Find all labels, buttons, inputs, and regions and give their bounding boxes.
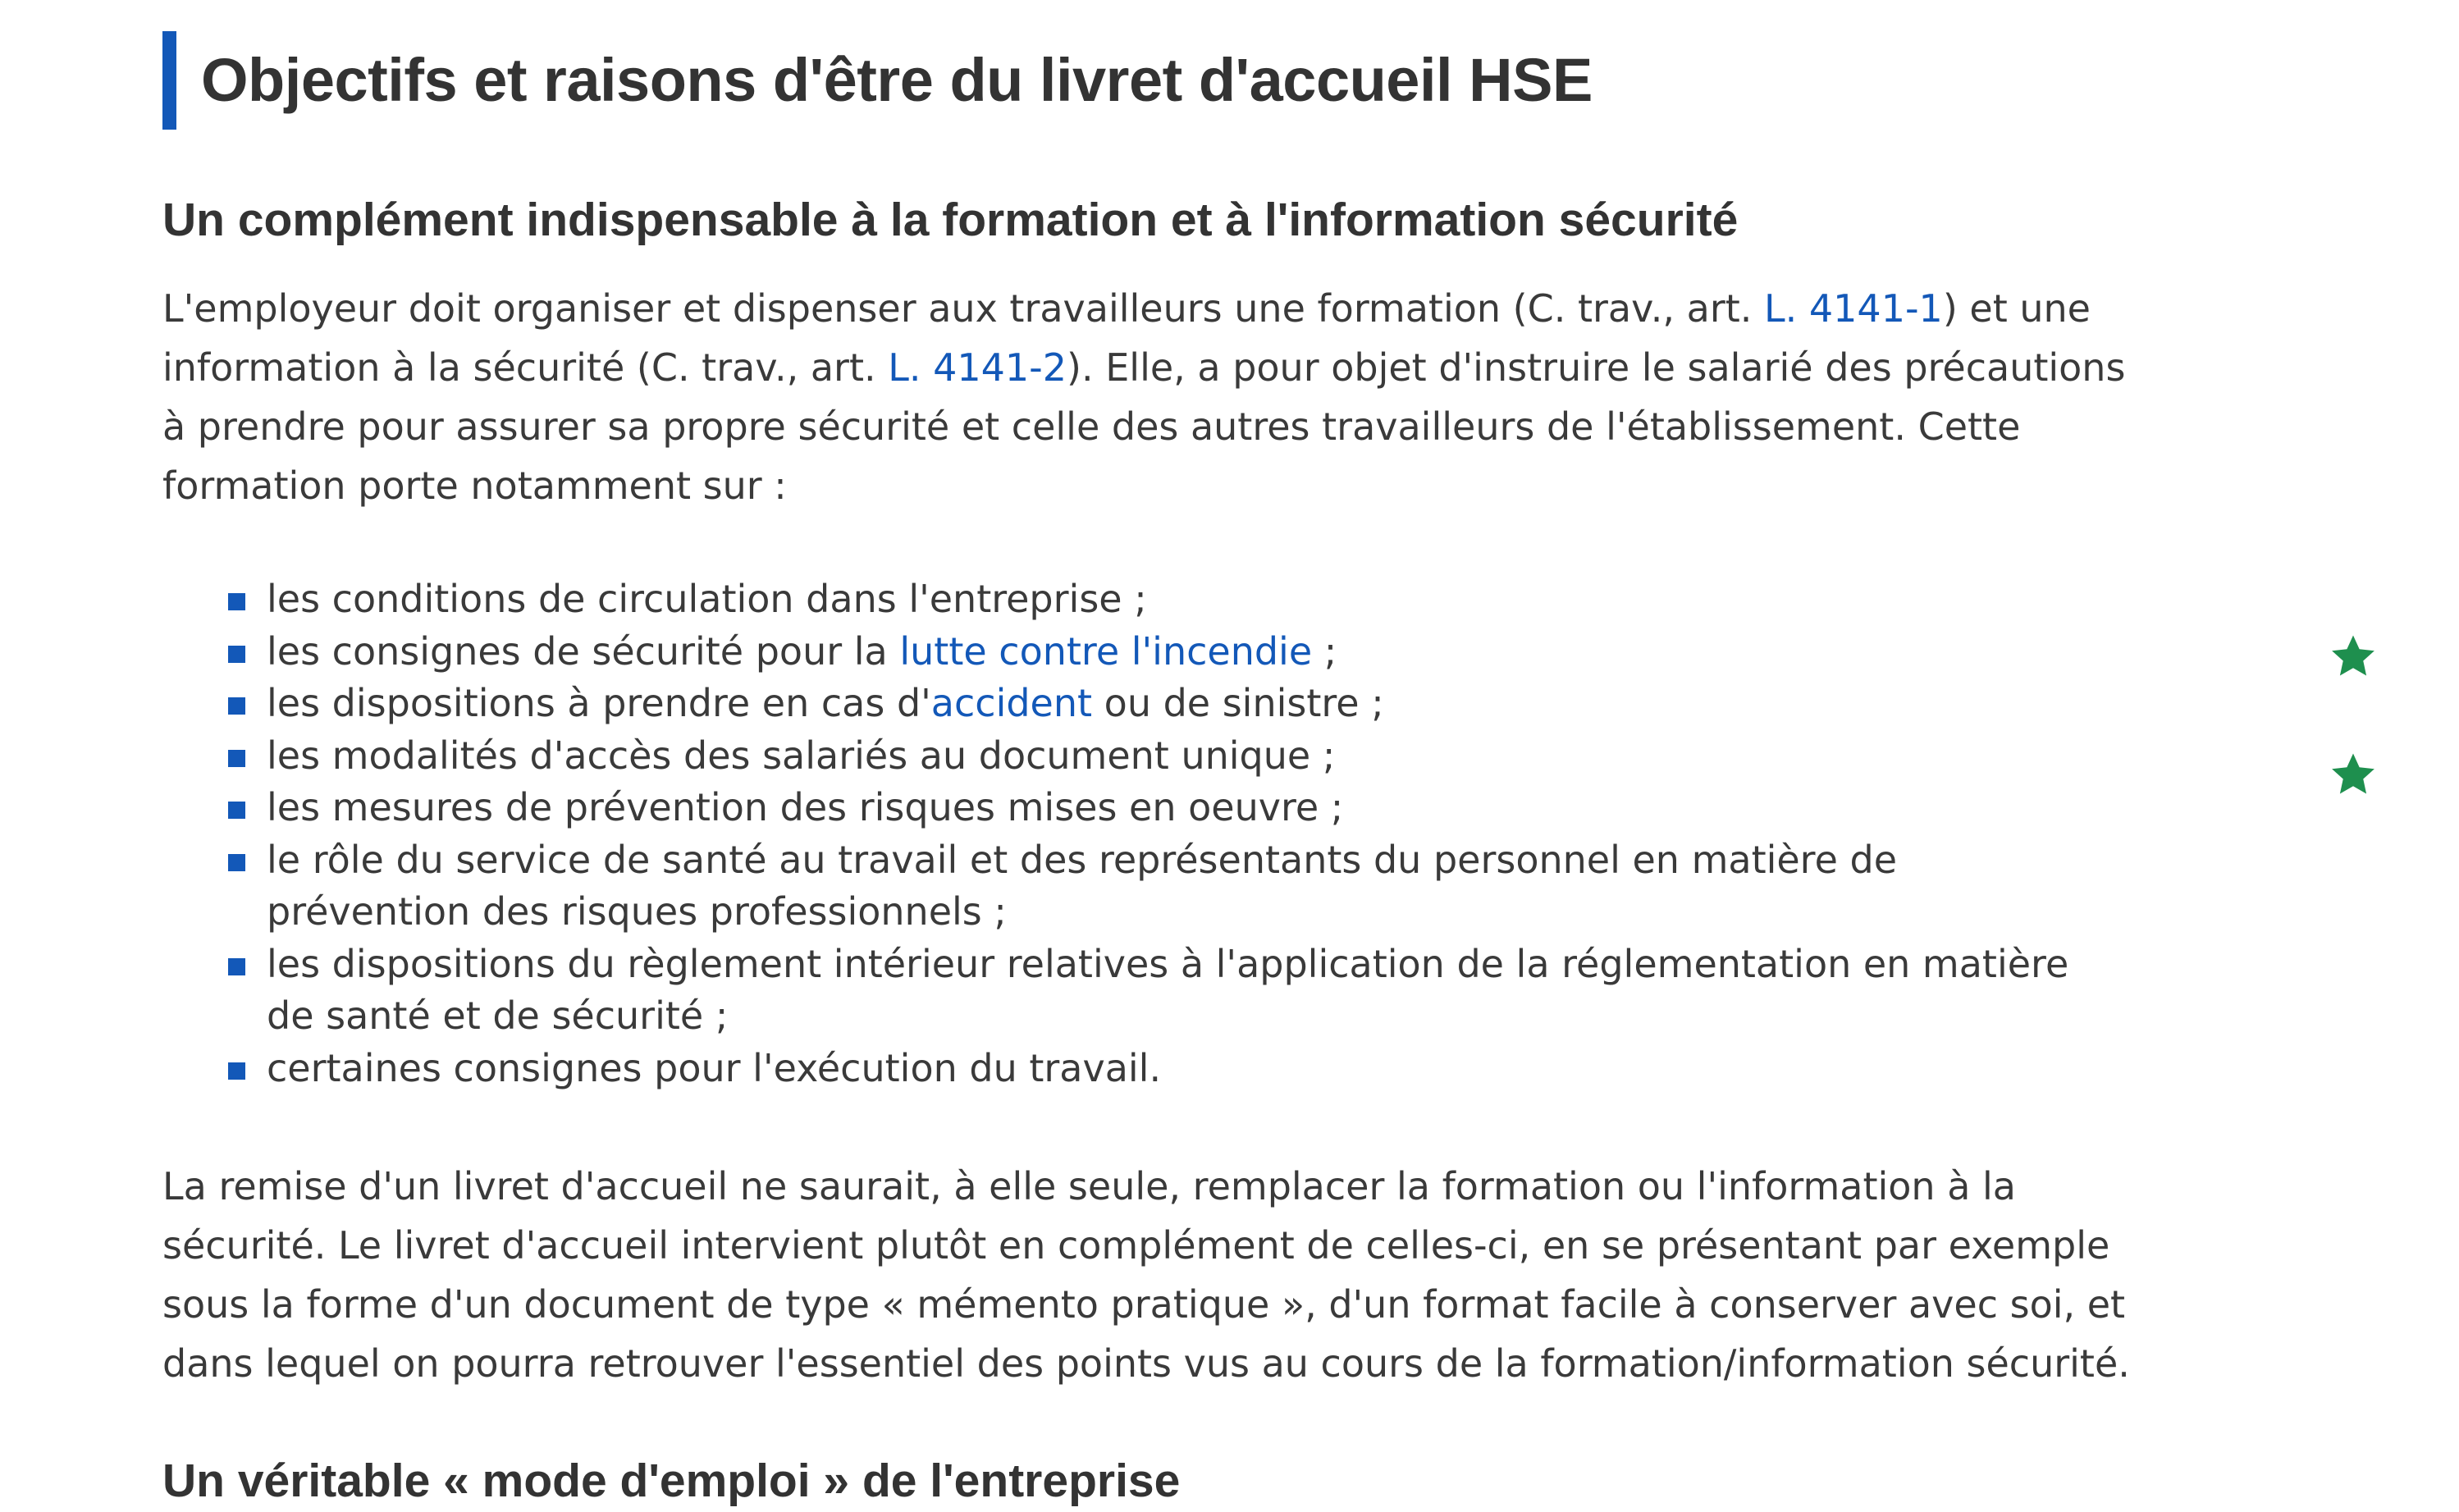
bullet-square-icon — [228, 646, 245, 663]
list-item-text: les conditions de circulation dans l'entreprise ; — [267, 577, 1147, 621]
list-item — [228, 730, 2066, 783]
text-line — [162, 279, 2091, 338]
list-item-text: les mesures de prévention des risques mises en oeuvre ; — [267, 785, 1344, 829]
list-item-text — [267, 626, 2066, 678]
bullet-square-icon — [228, 593, 245, 610]
text-line: sécurité. Le livret d'accueil intervient plutôt en complément de celles-ci, en se présentant par exemple — [162, 1223, 2110, 1268]
list-item — [228, 678, 2066, 730]
law-link-l4141-2[interactable]: L. 4141-2 — [888, 345, 1067, 390]
star-icon-shape — [2328, 750, 2379, 799]
text-line: sous la forme d'un document de type « mémento pratique », d'un format facile à conserver avec soi, et — [162, 1282, 2126, 1327]
text-line: à prendre pour assurer sa propre sécurité et celle des autres travailleurs de l'établissement. Cette — [162, 404, 2021, 449]
text-fragment: les consignes de sécurité pour la — [267, 628, 900, 674]
page-title: Objectifs et raisons d'être du livret d'accueil HSE — [162, 31, 1593, 130]
accident-link[interactable]: accident — [930, 681, 1093, 725]
bullet-square-icon — [228, 750, 245, 767]
text-line: formation porte notamment sur : — [162, 464, 787, 508]
text-fragment: les dispositions à prendre en cas d' — [267, 681, 931, 725]
text-fragment: information à la sécurité (C. trav., art. — [162, 345, 889, 390]
list-item-text: certaines consignes pour l'exécution du travail. — [267, 1045, 1162, 1090]
list-item — [228, 834, 2066, 939]
fire-safety-link[interactable]: lutte contre l'incendie — [899, 628, 1313, 674]
star-icon[interactable] — [2328, 750, 2379, 799]
bullet-square-icon — [228, 697, 245, 715]
training-topics-list — [228, 573, 2069, 1094]
list-item — [228, 939, 2069, 1043]
text-fragment: ; — [1312, 628, 1337, 674]
text-line — [162, 338, 2126, 397]
text-line: La remise d'un livret d'accueil ne saurait, à elle seule, remplacer la formation ou l'information à la — [162, 1164, 2016, 1208]
list-item — [228, 782, 2066, 834]
text-line: dans lequel on pourra retrouver l'essentiel des points vus au cours de la formation/information sécurité. — [162, 1341, 2130, 1386]
list-item — [228, 1043, 2066, 1095]
bullet-square-icon — [228, 958, 245, 975]
text-fragment: ) et une — [1942, 286, 2091, 331]
bullet-square-icon — [228, 1062, 245, 1080]
list-item — [228, 573, 2066, 626]
star-icon-shape — [2328, 632, 2379, 681]
text-fragment: ou de sinistre ; — [1092, 681, 1384, 725]
star-icon[interactable] — [2328, 632, 2379, 681]
bullet-square-icon — [228, 854, 245, 871]
bullet-square-icon — [228, 802, 245, 819]
section-heading: Un complément indispensable à la formation et à l'information sécurité — [162, 194, 1739, 246]
list-item-text: de santé et de sécurité ; — [267, 994, 729, 1038]
list-item-text: les dispositions du règlement intérieur relatives à l'application de la réglementation en matière — [267, 941, 2069, 986]
list-item — [228, 626, 2066, 678]
intro-paragraph — [162, 279, 2126, 515]
list-item-text: les modalités d'accès des salariés au document unique ; — [267, 733, 1336, 778]
list-item-text: le rôle du service de santé au travail et des représentants du personnel en matière de — [267, 837, 1898, 882]
text-fragment: ). Elle, a pour objet d'instruire le salarié des précautions — [1067, 345, 2126, 390]
list-item-text: prévention des risques professionnels ; — [267, 889, 1007, 934]
law-link-l4141-1[interactable]: L. 4141-1 — [1764, 286, 1943, 331]
section-heading: Un véritable « mode d'emploi » de l'entreprise — [162, 1455, 1181, 1507]
text-fragment: L'employeur doit organiser et dispenser aux travailleurs une formation (C. trav., art. — [162, 286, 1765, 331]
list-item-text — [267, 678, 2066, 730]
outro-paragraph — [162, 1157, 2130, 1393]
